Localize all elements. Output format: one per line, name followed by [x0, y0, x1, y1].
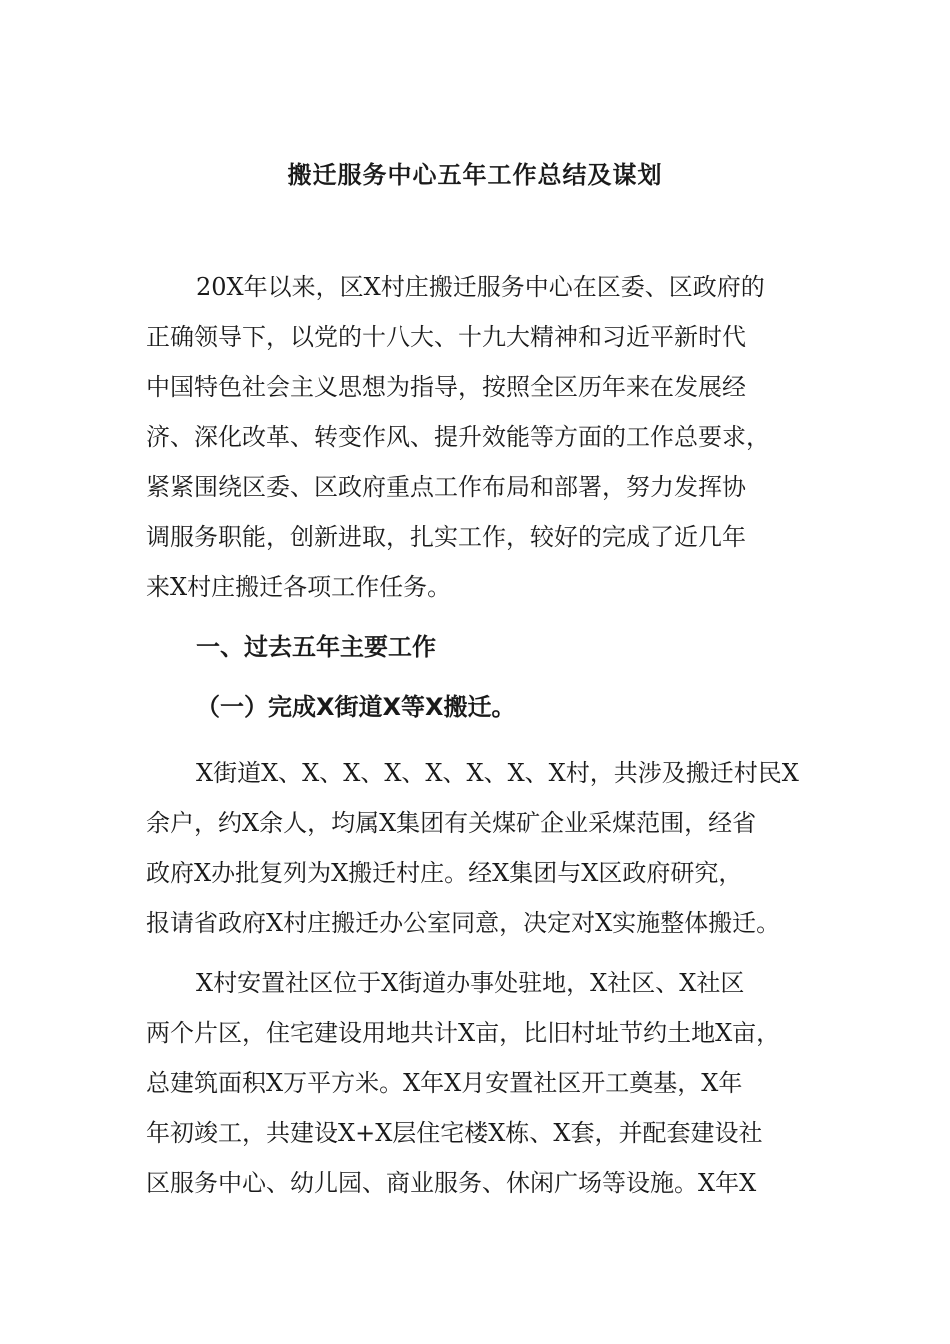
paragraph-3-line-3: 总建筑面积X万平方米。X年X月安置社区开工奠基，X年 — [146, 1069, 743, 1097]
paragraph-1-line-7: 来X村庄搬迁各项工作任务。 — [146, 573, 452, 601]
paragraph-1-line-6: 调服务职能，创新进取，扎实工作，较好的完成了近几年 — [146, 523, 746, 551]
paragraph-3-line-4: 年初竣工，共建设X+X层住宅楼X栋、X套，并配套建设社 — [146, 1119, 763, 1147]
document-title: 搬迁服务中心五年工作总结及谋划 — [287, 161, 663, 189]
paragraph-1-line-2: 正确领导下，以党的十八大、十九大精神和习近平新时代 — [146, 323, 746, 351]
subsection-heading: （一）完成X街道X等X搬迁。 — [196, 693, 516, 721]
paragraph-3-line-2: 两个片区，住宅建设用地共计X亩，比旧村址节约土地X亩， — [146, 1019, 781, 1047]
paragraph-1-line-1: 20X年以来，区X村庄搬迁服务中心在区委、区政府的 — [196, 273, 765, 301]
paragraph-2-line-3: 政府X办批复列为X搬迁村庄。经X集团与X区政府研究， — [146, 859, 743, 887]
paragraph-1-line-5: 紧紧围绕区委、区政府重点工作布局和部署，努力发挥协 — [146, 473, 746, 501]
paragraph-3-line-1: X村安置社区位于X街道办事处驻地，X社区、X社区 — [196, 969, 745, 997]
section-heading: 一、过去五年主要工作 — [196, 633, 436, 661]
paragraph-1-line-3: 中国特色社会主义思想为指导，按照全区历年来在发展经 — [146, 373, 746, 401]
paragraph-2-line-1: X街道X、X、X、X、X、X、X、X村，共涉及搬迁村民X — [196, 759, 799, 787]
paragraph-2-line-4: 报请省政府X村庄搬迁办公室同意，决定对X实施整体搬迁。 — [146, 909, 781, 937]
paragraph-3-line-5: 区服务中心、幼儿园、商业服务、休闲广场等设施。X年X — [146, 1169, 757, 1197]
paragraph-1-line-4: 济、深化改革、转变作风、提升效能等方面的工作总要求， — [146, 423, 770, 451]
paragraph-2-line-2: 余户，约X余人，均属X集团有关煤矿企业采煤范围，经省 — [146, 809, 757, 837]
